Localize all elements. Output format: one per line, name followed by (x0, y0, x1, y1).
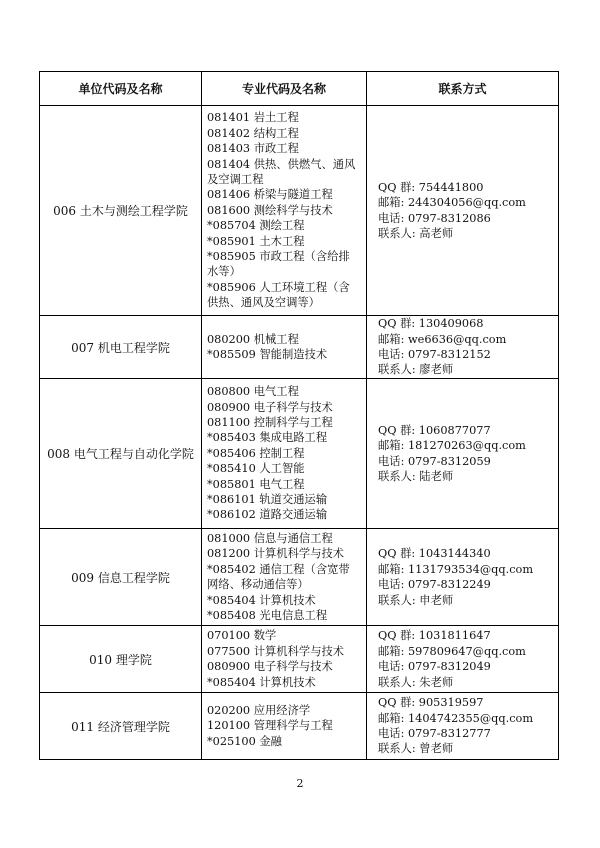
unit-name: 007 机电工程学院 (40, 316, 202, 379)
major-item: *085704 测绘工程 (207, 219, 305, 233)
unit-name: 011 经济管理学院 (40, 693, 202, 760)
major-item: *085403 集成电路工程 (207, 431, 328, 445)
major-item: *085509 智能制造技术 (207, 348, 328, 361)
major-item: 网络、移动通信等） (207, 578, 309, 592)
major-item: *085404 计算机技术 (207, 675, 316, 689)
contact-person: 联系人: 廖老师 (378, 363, 454, 377)
contact-person: 联系人: 申老师 (378, 593, 454, 607)
contact-info (367, 106, 559, 316)
major-item: 081403 市政工程 (207, 142, 299, 156)
page-number: 2 (296, 777, 304, 790)
email: 邮箱: 1131793534@qq.com (378, 562, 534, 576)
phone: 电话: 0797-8312049 (378, 660, 491, 674)
phone: 电话: 0797-8312059 (378, 454, 491, 468)
major-item: 081100 控制科学与工程 (207, 415, 333, 429)
major-item: 080800 电气工程 (207, 385, 299, 399)
email: 邮箱: 244304056@qq.com (378, 196, 526, 210)
unit-name: 006 土木与测绘工程学院 (40, 106, 202, 316)
major-item: 080900 电子科学与技术 (207, 660, 333, 674)
qq-group: QQ 群: 1043144340 (378, 547, 491, 561)
unit-name: 009 信息工程学院 (40, 529, 202, 626)
major-item: 020200 应用经济学 (207, 703, 311, 717)
table-body (40, 106, 559, 760)
table-row (40, 379, 559, 529)
email: 邮箱: 181270263@qq.com (378, 439, 526, 453)
phone: 电话: 0797-8312086 (378, 211, 491, 225)
contact-info (367, 693, 559, 760)
major-item: 081600 测绘科学与技术 (207, 203, 333, 217)
qq-group: QQ 群: 1060877077 (378, 423, 491, 437)
table-row (40, 529, 559, 626)
contact-person: 联系人: 朱老师 (378, 675, 454, 689)
qq-group: QQ 群: 130409068 (378, 317, 484, 331)
table-row (40, 316, 559, 379)
major-item: 080900 电子科学与技术 (207, 400, 333, 414)
contact-info (367, 626, 559, 693)
major-item: 120100 管理科学与工程 (207, 719, 333, 733)
contact-person: 联系人: 高老师 (378, 226, 454, 240)
major-item: *085406 控制工程 (207, 446, 305, 460)
email: 邮箱: 1404742355@qq.com (378, 711, 534, 725)
major-item: 081404 供热、供燃气、通风 (207, 157, 356, 171)
major-item: 081402 结构工程 (207, 126, 299, 140)
major-item: *085801 电气工程 (207, 477, 305, 491)
qq-group: QQ 群: 905319597 (378, 696, 484, 710)
major-list (202, 106, 367, 316)
major-list (202, 529, 367, 626)
major-list (202, 693, 367, 760)
major-item: 及空调工程 (207, 172, 264, 186)
phone: 电话: 0797-8312152 (378, 348, 491, 361)
major-item: 081401 岩土工程 (207, 111, 299, 125)
qq-group: QQ 群: 1031811647 (378, 629, 491, 643)
major-item: *025100 金融 (207, 734, 282, 748)
table-row (40, 106, 559, 316)
major-item: *086102 道路交通运输 (207, 508, 328, 522)
major-item: 081406 桥梁与隧道工程 (207, 188, 333, 202)
contact-info (367, 316, 559, 379)
header-unit: 单位代码及名称 (40, 72, 202, 106)
major-item: *085901 土木工程 (207, 234, 305, 248)
major-item: 080200 机械工程 (207, 332, 299, 346)
major-item: 供热、通风及空调等） (207, 296, 320, 310)
phone: 电话: 0797-8312777 (378, 727, 491, 741)
unit-name: 010 理学院 (40, 626, 202, 693)
email: 邮箱: 597809647@qq.com (378, 644, 526, 658)
table-row (40, 693, 559, 760)
unit-name: 008 电气工程与自动化学院 (40, 379, 202, 529)
header-major: 专业代码及名称 (202, 72, 367, 106)
major-item: 081000 信息与通信工程 (207, 532, 333, 545)
enrollment-table (39, 71, 559, 760)
contact-info (367, 529, 559, 626)
major-item: *085404 计算机技术 (207, 593, 316, 607)
major-item: 077500 计算机科学与技术 (207, 644, 345, 658)
major-item: 070100 数学 (207, 629, 277, 643)
major-list (202, 626, 367, 693)
phone: 电话: 0797-8312249 (378, 578, 491, 592)
major-item: *085408 光电信息工程 (207, 609, 328, 623)
email: 邮箱: we6636@qq.com (378, 332, 507, 346)
qq-group: QQ 群: 754441800 (378, 180, 484, 194)
major-list (202, 379, 367, 529)
major-item: *085905 市政工程（含给排 (207, 250, 350, 264)
major-item: *085906 人工环境工程（含 (207, 280, 350, 294)
table-header-row (40, 72, 559, 106)
contact-person: 联系人: 曾老师 (378, 742, 454, 756)
table-row (40, 626, 559, 693)
header-contact: 联系方式 (367, 72, 559, 106)
contact-person: 联系人: 陆老师 (378, 469, 454, 483)
contact-info (367, 379, 559, 529)
major-item: *085410 人工智能 (207, 462, 305, 476)
major-item: *085402 通信工程（含宽带 (207, 562, 350, 576)
major-item: 081200 计算机科学与技术 (207, 547, 345, 561)
major-item: 水等） (207, 265, 241, 279)
major-list (202, 316, 367, 379)
major-item: *086101 轨道交通运输 (207, 493, 328, 507)
